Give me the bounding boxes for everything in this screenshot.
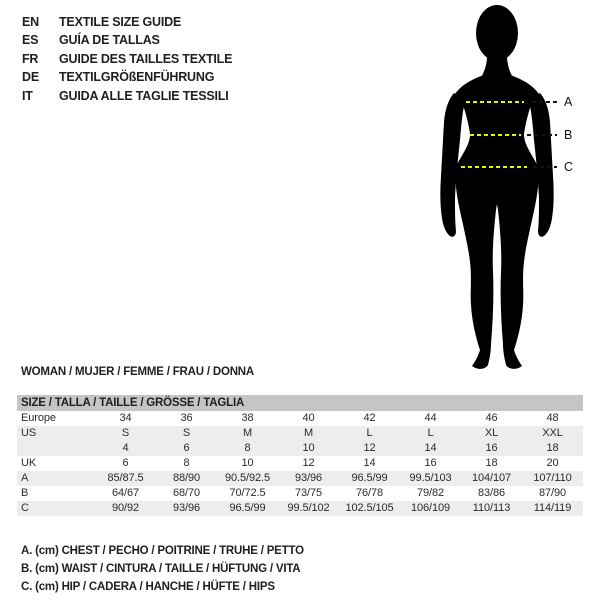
table-row — [17, 411, 583, 426]
size-cell: 8 — [244, 442, 251, 454]
row-label: US — [21, 427, 37, 439]
group-title: WOMAN / MUJER / FEMME / FRAU / DONNA — [21, 366, 255, 378]
row-label: A — [21, 472, 29, 484]
size-cell: 85/87.5 — [107, 472, 144, 484]
row-label: B — [21, 487, 29, 499]
language-row — [22, 87, 232, 105]
size-cell: 104/107 — [471, 472, 512, 484]
legend-hip: C. (cm) HIP / CADERA / HANCHE / HÜFTE / HIPS — [21, 581, 275, 594]
language-title: TEXTILE SIZE GUIDE — [59, 15, 182, 29]
language-row — [22, 68, 232, 86]
size-cell: 70/72.5 — [229, 487, 266, 499]
language-row — [22, 13, 232, 31]
language-row — [22, 31, 232, 49]
size-cell: 99.5/103 — [409, 472, 452, 484]
size-table-body — [17, 411, 583, 516]
size-table-header: SIZE / TALLA / TAILLE / GRÖSSE / TAGLIA — [17, 395, 583, 411]
size-cell: M — [303, 427, 314, 439]
marker-label-chest: A — [564, 95, 573, 109]
language-row — [22, 50, 232, 68]
size-cell: 68/70 — [172, 487, 201, 499]
size-cell: 88/90 — [172, 472, 201, 484]
size-cell: 12 — [363, 442, 376, 454]
size-cell: 36 — [180, 412, 193, 424]
language-list — [22, 13, 232, 105]
size-cell: 83/86 — [477, 487, 506, 499]
table-row — [17, 456, 583, 471]
size-cell: M — [242, 427, 253, 439]
size-cell: 96.5/99 — [229, 502, 266, 514]
language-code: DE — [22, 70, 39, 85]
measurement-legend — [21, 542, 304, 597]
silhouette-body — [454, 74, 540, 369]
size-cell: 76/78 — [355, 487, 384, 499]
size-cell: 79/82 — [416, 487, 445, 499]
size-cell: 102.5/105 — [345, 502, 394, 514]
language-code: IT — [22, 88, 33, 103]
size-cell: 114/119 — [533, 502, 572, 514]
table-row — [17, 471, 583, 486]
size-cell: 93/96 — [172, 502, 201, 514]
table-row — [17, 441, 583, 456]
table-row — [17, 486, 583, 501]
size-cell: 12 — [302, 457, 315, 469]
size-cell: 93/96 — [294, 472, 323, 484]
size-cell: 87/90 — [538, 487, 567, 499]
size-cell: 18 — [546, 442, 559, 454]
size-cell: 16 — [424, 457, 437, 469]
size-cell: 96.5/99 — [351, 472, 388, 484]
size-cell: 38 — [241, 412, 254, 424]
table-row — [17, 501, 583, 516]
legend-waist: B. (cm) WAIST / CINTURA / TAILLE / HÜFTUNG / VITA — [21, 563, 301, 576]
row-label: C — [21, 502, 29, 514]
size-cell: 99.5/102 — [287, 502, 330, 514]
marker-label-waist: B — [564, 128, 573, 142]
language-code: FR — [22, 51, 39, 66]
size-cell: 90.5/92.5 — [225, 472, 270, 484]
size-cell: 46 — [485, 412, 498, 424]
size-cell: 106/109 — [410, 502, 451, 514]
language-title: GUÍA DE TALLAS — [59, 33, 160, 48]
size-cell: XXL — [542, 427, 563, 439]
row-label: Europe — [21, 412, 56, 424]
size-cell: 48 — [546, 412, 559, 424]
row-label — [17, 441, 95, 456]
size-cell: 44 — [424, 412, 437, 424]
size-cell: 10 — [302, 442, 315, 454]
size-cell: S — [121, 427, 130, 439]
size-cell: L — [366, 427, 373, 439]
size-cell: 6 — [122, 457, 129, 469]
size-cell: 18 — [485, 457, 498, 469]
language-code: ES — [22, 33, 39, 48]
size-cell: 40 — [302, 412, 315, 424]
size-cell: 14 — [363, 457, 376, 469]
size-table — [17, 395, 583, 516]
size-cell: 8 — [183, 457, 190, 469]
size-cell: 10 — [241, 457, 254, 469]
size-cell: S — [182, 427, 191, 439]
table-row — [17, 426, 583, 441]
language-title: GUIDA ALLE TAGLIE TESSILI — [59, 88, 229, 103]
size-cell: 110/113 — [472, 502, 511, 514]
language-code: EN — [22, 15, 39, 29]
woman-silhouette-figure — [410, 0, 600, 378]
size-cell: 64/67 — [111, 487, 140, 499]
size-cell: 34 — [119, 412, 132, 424]
size-cell: 6 — [183, 442, 190, 454]
size-cell: 14 — [424, 442, 437, 454]
language-title: TEXTILGRÖßENFÜHRUNG — [59, 70, 215, 85]
size-cell: 20 — [546, 457, 559, 469]
size-cell: 4 — [122, 442, 129, 454]
size-cell: 42 — [363, 412, 376, 424]
marker-label-hip: C — [564, 160, 574, 174]
size-cell: L — [427, 427, 434, 439]
size-cell: 73/75 — [294, 487, 323, 499]
size-cell: 107/110 — [533, 472, 572, 484]
language-title: GUIDE DES TAILLES TEXTILE — [59, 51, 233, 66]
size-cell: 90/92 — [111, 502, 140, 514]
size-cell: 16 — [485, 442, 498, 454]
size-cell: XL — [484, 427, 499, 439]
row-label: UK — [21, 457, 37, 469]
legend-chest: A. (cm) CHEST / PECHO / POITRINE / TRUHE / PETTO — [21, 545, 304, 557]
